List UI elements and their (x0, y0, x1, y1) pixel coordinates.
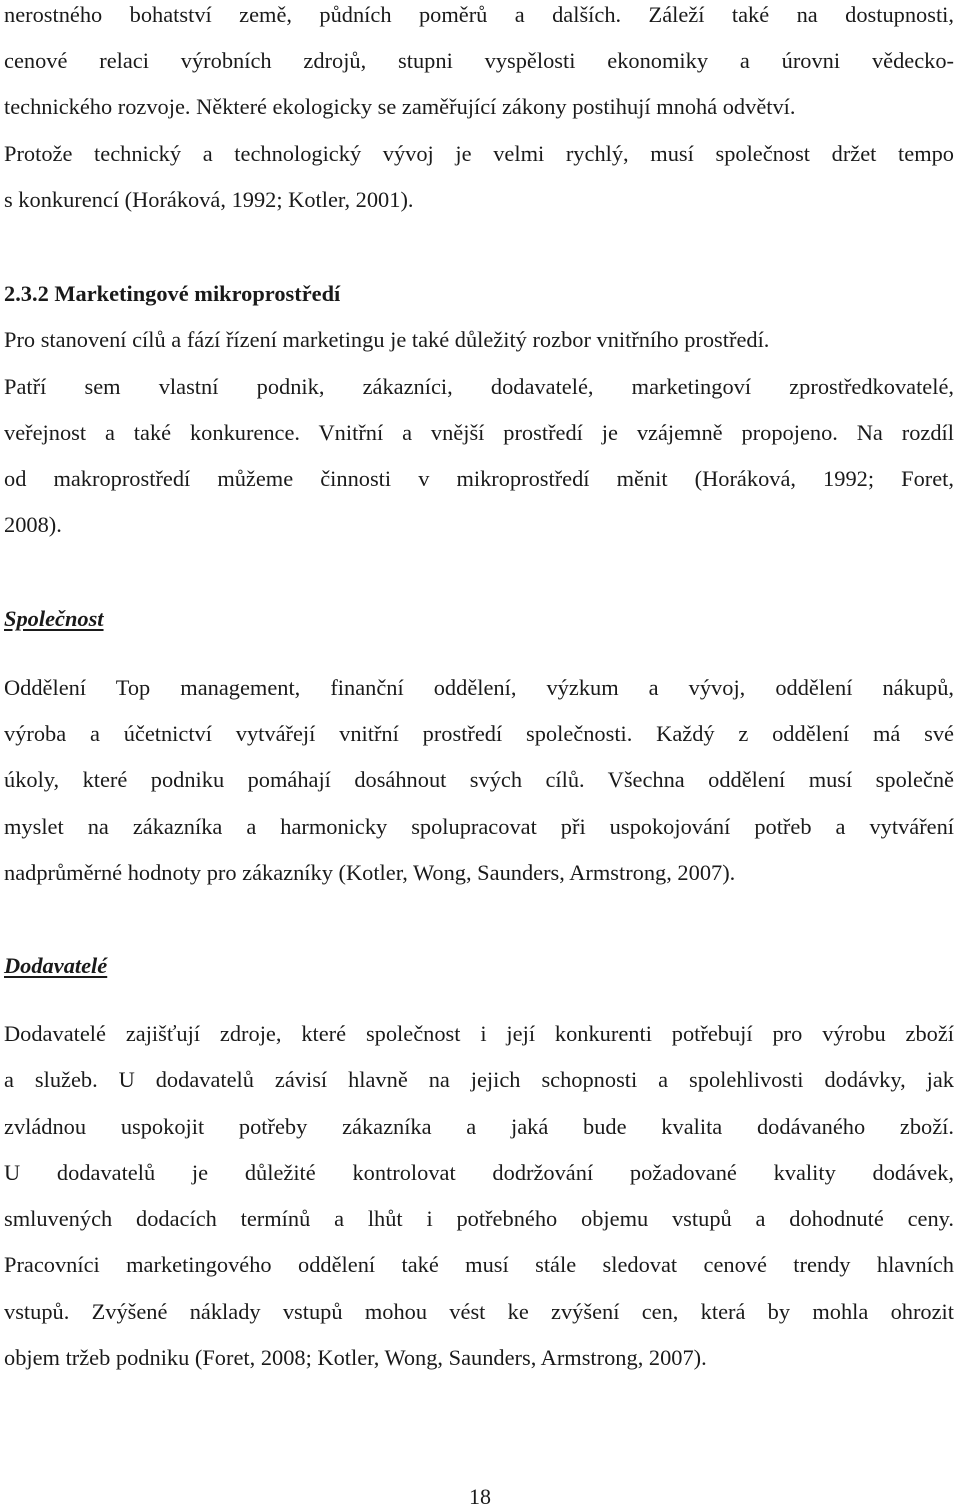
text-line: Pracovníci marketingového oddělení také musí stále sledovat cenové trendy hlavních (4, 1252, 954, 1277)
text-line: U dodavatelů je důležité kontrolovat dodržování požadované kvality dodávek, (4, 1160, 954, 1185)
text-line: nadprůměrné hodnoty pro zákazníky (Kotler, Wong, Saunders, Armstrong, 2007). (4, 860, 736, 885)
text-line: Oddělení Top management, finanční oddělení, výzkum a vývoj, oddělení nákupů, (4, 675, 954, 700)
text-line: Dodavatelé zajišťují zdroje, které společnost i její konkurenti potřebují pro výrobu zboží (4, 1021, 954, 1046)
text-line: s konkurencí (Horáková, 1992; Kotler, 2001). (4, 187, 414, 212)
text-line: myslet na zákazníka a harmonicky spolupracovat při uspokojování potřeb a vytváření (4, 814, 954, 839)
page-number: 18 (469, 1484, 491, 1509)
subheading-spolecnost: Společnost (4, 606, 104, 631)
text-line: vstupů. Zvýšené náklady vstupů mohou vést ke zvýšení cen, která by mohla ohrozit (4, 1299, 954, 1324)
text-line: Patří sem vlastní podnik, zákazníci, dodavatelé, marketingoví zprostředkovatelé, (4, 374, 954, 399)
text-line: objem tržeb podniku (Foret, 2008; Kotler, Wong, Saunders, Armstrong, 2007). (4, 1345, 707, 1370)
text-line: nerostného bohatství země, půdních poměrů a dalších. Záleží také na dostupnosti, (4, 2, 954, 27)
text-line: od makroprostředí můžeme činnosti v mikroprostředí měnit (Horáková, 1992; Foret, (4, 466, 954, 491)
text-line: technického rozvoje. Některé ekologicky se zaměřující zákony postihují mnohá odvětví. (4, 94, 796, 119)
text-line: výroba a účetnictví vytvářejí vnitřní prostředí společnosti. Každý z oddělení má své (4, 721, 954, 746)
text-line: 2008). (4, 512, 62, 537)
subheading-dodavatele: Dodavatelé (4, 953, 108, 978)
text-line: a služeb. U dodavatelů závisí hlavně na jejich schopnosti a spolehlivosti dodávky, jak (4, 1067, 954, 1092)
text-line: Pro stanovení cílů a fází řízení marketingu je také důležitý rozbor vnitřního prostředí. (4, 327, 770, 352)
text-line: smluvených dodacích termínů a lhůt i potřebného objemu vstupů a dohodnuté ceny. (4, 1206, 954, 1231)
text-line: zvládnou uspokojit potřeby zákazníka a jaká bude kvalita dodávaného zboží. (4, 1114, 954, 1139)
text-line: veřejnost a také konkurence. Vnitřní a vnější prostředí je vzájemně propojeno. Na rozdíl (4, 420, 954, 445)
text-line: úkoly, které podniku pomáhají dosáhnout svých cílů. Všechna oddělení musí společně (4, 767, 954, 792)
section-heading: 2.3.2 Marketingové mikroprostředí (4, 281, 341, 306)
text-line: cenové relaci výrobních zdrojů, stupni vyspělosti ekonomiky a úrovni vědecko- (4, 48, 954, 73)
text-line: Protože technický a technologický vývoj je velmi rychlý, musí společnost držet tempo (4, 141, 954, 166)
